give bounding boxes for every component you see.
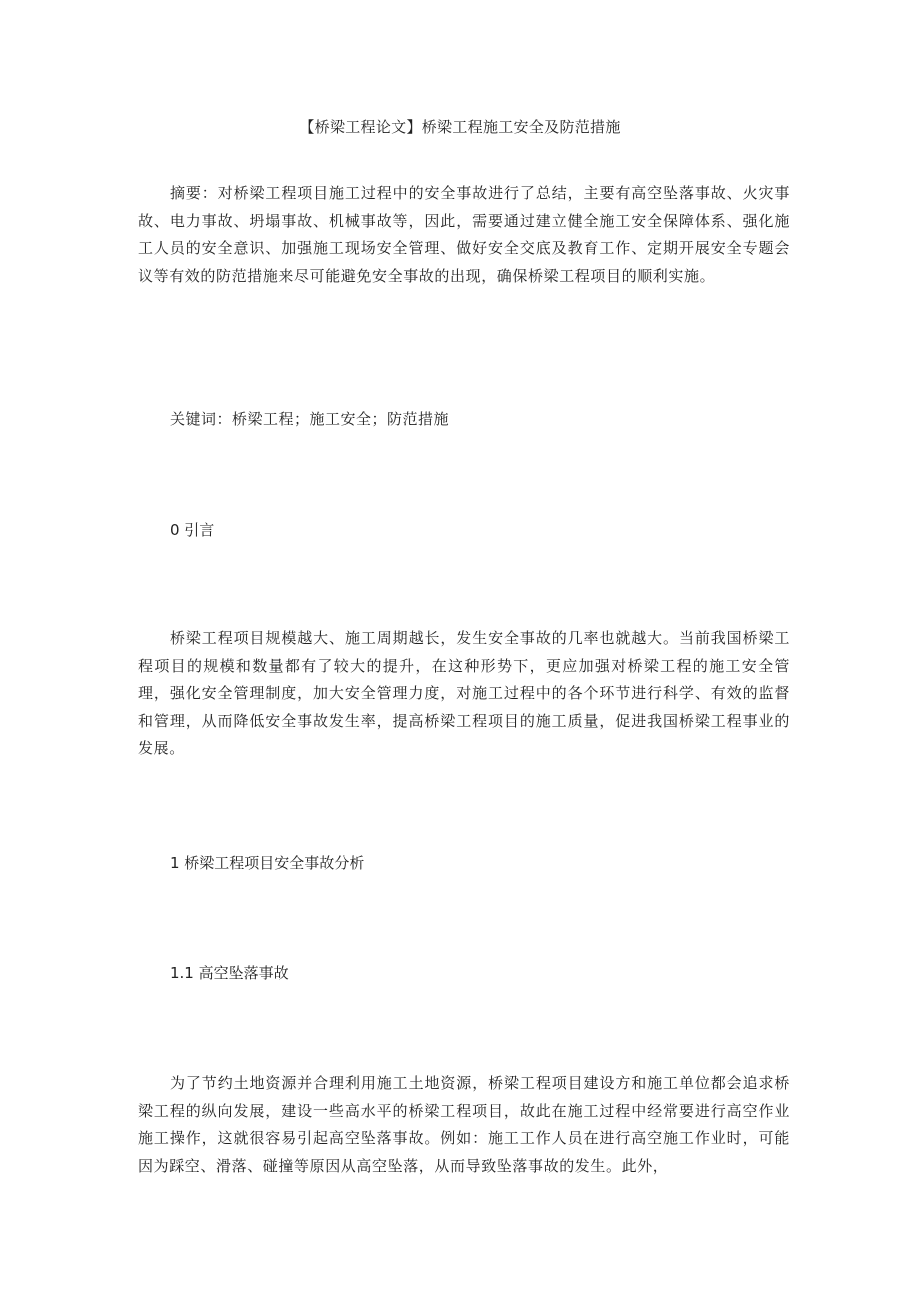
section-heading-accident-analysis: 1 桥梁工程项目安全事故分析	[170, 854, 365, 872]
keywords-line: 关键词：桥梁工程；施工安全；防范措施	[170, 410, 450, 428]
section-heading-introduction: 0 引言	[170, 521, 215, 539]
document-title: 【桥梁工程论文】桥梁工程施工安全及防范措施	[299, 118, 621, 136]
section-heading-high-fall: 1.1 高空坠落事故	[170, 964, 289, 982]
introduction-paragraph: 桥梁工程项目规模越大、施工周期越长，发生安全事故的几率也就越大。当前我国桥梁工程项目的规模和数量都有了较大的提升，在这种形势下，更应加强对桥梁工程的施工安全管理，强化安全管理制度，加大安全管理力度，对施工过程中的各个环节进行科学、有效的监督和管理，从而降低安全事故发生率，提高桥梁工程项目的施工质量，促进我国桥梁工程事业的发展。	[138, 629, 790, 757]
high-fall-paragraph: 为了节约土地资源并合理利用施工土地资源，桥梁工程项目建设方和施工单位都会追求桥梁工程的纵向发展，建设一些高水平的桥梁工程项目，故此在施工过程中经常要进行高空作业施工操作，这就很容易引起高空坠落事故。例如：施工工作人员在进行高空施工作业时，可能因为踩空、滑落、碰撞等原因从高空坠落，从而导致坠落事故的发生。此外，	[138, 1074, 790, 1175]
abstract-paragraph: 摘要：对桥梁工程项目施工过程中的安全事故进行了总结，主要有高空坠落事故、火灾事故、电力事故、坍塌事故、机械事故等，因此，需要通过建立健全施工安全保障体系、强化施工人员的安全意识、加强施工现场安全管理、做好安全交底及教育工作、定期开展安全专题会议等有效的防范措施来尽可能避免安全事故的出现，确保桥梁工程项目的顺利实施。	[138, 184, 790, 285]
